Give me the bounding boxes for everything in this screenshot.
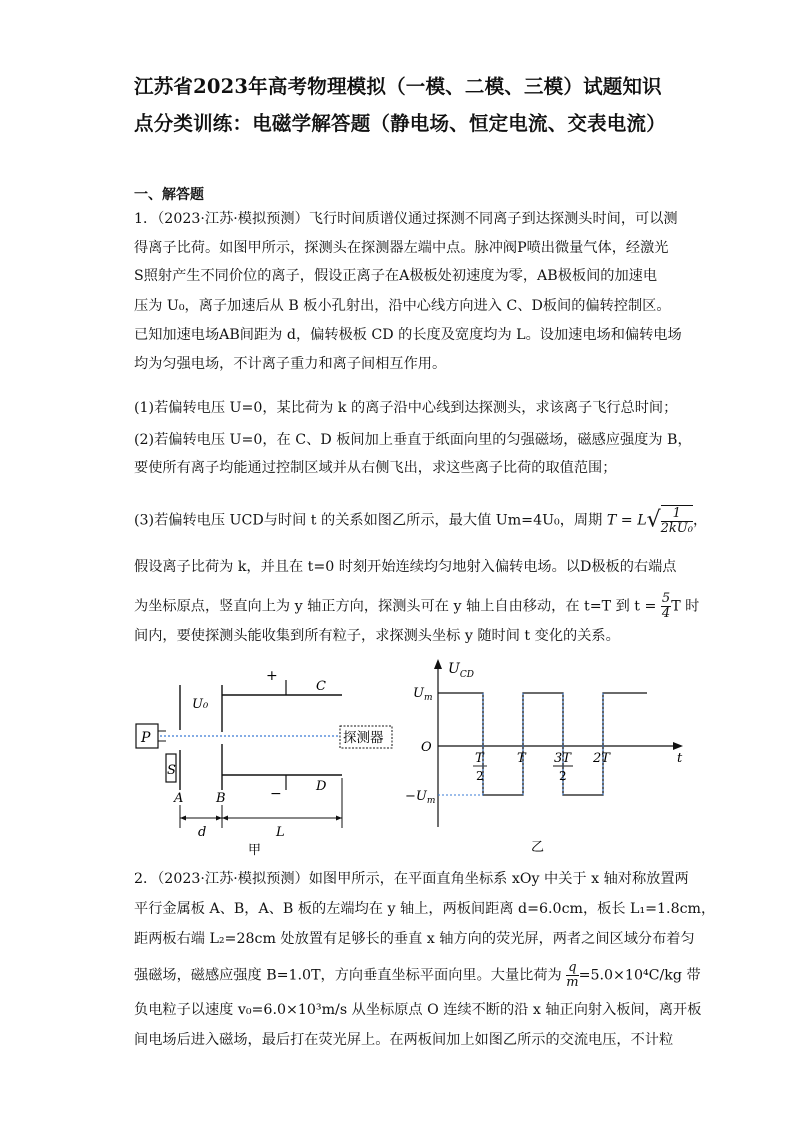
square-wave: [438, 693, 647, 795]
tick-half-t-den: 2: [476, 769, 484, 783]
caption-yi: 乙: [531, 840, 545, 855]
q1-part-3c: [134, 591, 700, 621]
section-heading: 一、解答题: [134, 187, 204, 203]
figure-yi: [395, 655, 695, 860]
label-p: P: [141, 730, 151, 746]
q1-line-6: 均为匀强电场，不计离子重力和离子间相互作用。: [134, 356, 447, 372]
y-axis-arrow: [434, 659, 442, 669]
label-a: A: [174, 791, 184, 806]
label-origin: O: [421, 740, 432, 755]
q2-line-4: [134, 960, 701, 990]
label-um-main: U: [413, 686, 424, 701]
label-s: S: [167, 763, 176, 778]
period-frac-num: 1: [661, 507, 693, 522]
label-minus: −: [270, 786, 282, 802]
q2-line-4-post: =5.0×10⁴C/kg 带: [578, 967, 701, 984]
tick-2t: 2T: [593, 751, 610, 766]
time-fraction: [661, 592, 671, 621]
charge-mass-fraction: [566, 961, 578, 990]
q1-line-3: S照射产生不同价位的离子，假设正离子在A极板处初速度为零，AB极板间的加速电: [134, 268, 658, 284]
dim-d-arrow-l: [180, 816, 186, 821]
period-frac-den: 2kU₀: [660, 521, 693, 536]
time-frac-den: 4: [661, 606, 671, 621]
q2-line-1: 2．（2023·江苏·模拟预测）如图甲所示，在平面直角坐标系 xOy 中关于 x 轴对称放置两: [134, 871, 689, 887]
y-axis-label-main: U: [448, 661, 460, 677]
label-t-axis: t: [677, 751, 683, 766]
q2-line-5: 负电粒子以速度 v₀=6.0×10³m/s 从坐标原点 O 连续不断的沿 x 轴正向射入板间，离开板: [134, 1002, 702, 1018]
period-comma: ，: [692, 512, 708, 529]
x-axis-arrow: [673, 742, 683, 750]
label-neg-um-sub: m: [426, 796, 436, 806]
dim-l-arrow-l: [222, 816, 228, 821]
label-detector: 探测器: [343, 730, 384, 746]
charge-frac-num: q: [568, 960, 577, 975]
q1-line-1: 1．（2023·江苏·模拟预测）飞行时间质谱仪通过探测不同离子到达探测头时间，可以测: [134, 211, 678, 227]
time-frac-num: 5: [661, 591, 671, 606]
q2-line-4-pre: 强磁场，磁感应强度 B=1.0T，方向垂直坐标平面向里。大量比荷为: [134, 967, 562, 984]
q1-part-2a: (2)若偏转电压 U=0，在 C、D 板间加上垂直于纸面向里的匀强磁场，磁感应强度为 B，: [134, 432, 692, 448]
label-plus: +: [266, 668, 278, 684]
tick-half-t-num: T: [475, 751, 484, 766]
q2-line-2: 平行金属板 A、B，A、B 板的左端均在 y 轴上，两板间距离 d=6.0cm，板长 L₁=1.8cm，: [134, 901, 716, 917]
q2-line-6: 间电场后进入磁场，最后打在荧光屏上。在两板间加上如图乙所示的交流电压，不计粒: [134, 1032, 674, 1048]
caption-jia: 甲: [248, 843, 262, 858]
q1-part-3a-text: (3)若偏转电压 UCD与时间 t 的关系如图乙所示，最大值 Um=4U₀，周期: [134, 512, 603, 529]
label-c: C: [316, 679, 326, 694]
label-dim-l: L: [276, 825, 285, 840]
sqrt-symbol: √: [646, 507, 661, 533]
doc-title-line-2: 点分类训练：电磁学解答题（静电场、恒定电流、交表电流）: [134, 112, 666, 135]
q1-part-1: (1)若偏转电压 U=0，某比荷为 k 的离子沿中心线到达探测头，求该离子飞行总时间；: [134, 400, 678, 416]
label-b: B: [216, 791, 226, 806]
label-dim-d: d: [198, 825, 207, 840]
dim-d-arrow-r: [216, 816, 222, 821]
doc-title-line-1: 江苏省2023年高考物理模拟（一模、二模、三模）试题知识: [134, 75, 662, 98]
label-um-sub: m: [423, 693, 433, 703]
q1-line-4: 压为 U₀，离子加速后从 B 板小孔射出，沿中心线方向进入 C、D板间的偏转控制区。: [134, 298, 671, 314]
label-neg-um-main: −U: [405, 789, 427, 804]
q1-line-5: 已知加速电场AB间距为 d，偏转极板 CD 的长度及宽度均为 L。设加速电场和偏转电场: [134, 327, 682, 343]
label-neg-um: [405, 789, 435, 806]
y-axis-label-sub: CD: [459, 670, 474, 680]
q1-part-3c-post: T 时: [671, 598, 700, 615]
q1-part-2b: 要使所有离子均能通过控制区域并从右侧飞出，求这些离子比荷的取值范围；: [134, 460, 617, 476]
q1-line-2: 得离子比荷。如图甲所示，探测头在探测器左端中点。脉冲阀P喷出微量气体，经激光: [134, 240, 669, 256]
q1-part-3d: 间内，要使探测头能收集到所有粒子，求探测头坐标 y 随时间 t 变化的关系。: [134, 628, 620, 644]
dim-l-arrow-r: [336, 816, 342, 821]
period-formula-t: T = L: [606, 512, 647, 529]
tick-t: T: [517, 751, 526, 766]
q1-part-3c-pre: 为坐标原点，竖直向上为 y 轴正方向，探测头可在 y 轴上自由移动，在 t=T 到 t =: [134, 598, 657, 615]
q1-part-3b: 假设离子比荷为 k，并且在 t=0 时刻开始连续均匀地射入偏转电场。以D极板的右端点: [134, 559, 677, 575]
figure-jia: [130, 660, 400, 860]
label-d-plate: D: [316, 779, 327, 794]
label-u0: U₀: [192, 697, 209, 712]
y-axis-label: [448, 661, 474, 680]
tick-3half-t-num: 3T: [554, 751, 571, 766]
q2-line-3: 距两板右端 L₂=28cm 处放置有足够长的垂直 x 轴方向的荧光屏，两者之间区域分布着匀: [134, 931, 695, 947]
q1-part-3a: [134, 505, 708, 536]
tick-3half-t-den: 2: [559, 769, 567, 783]
period-formula-fraction: [661, 505, 693, 536]
charge-frac-den: m: [566, 975, 579, 990]
label-um: [413, 686, 433, 703]
